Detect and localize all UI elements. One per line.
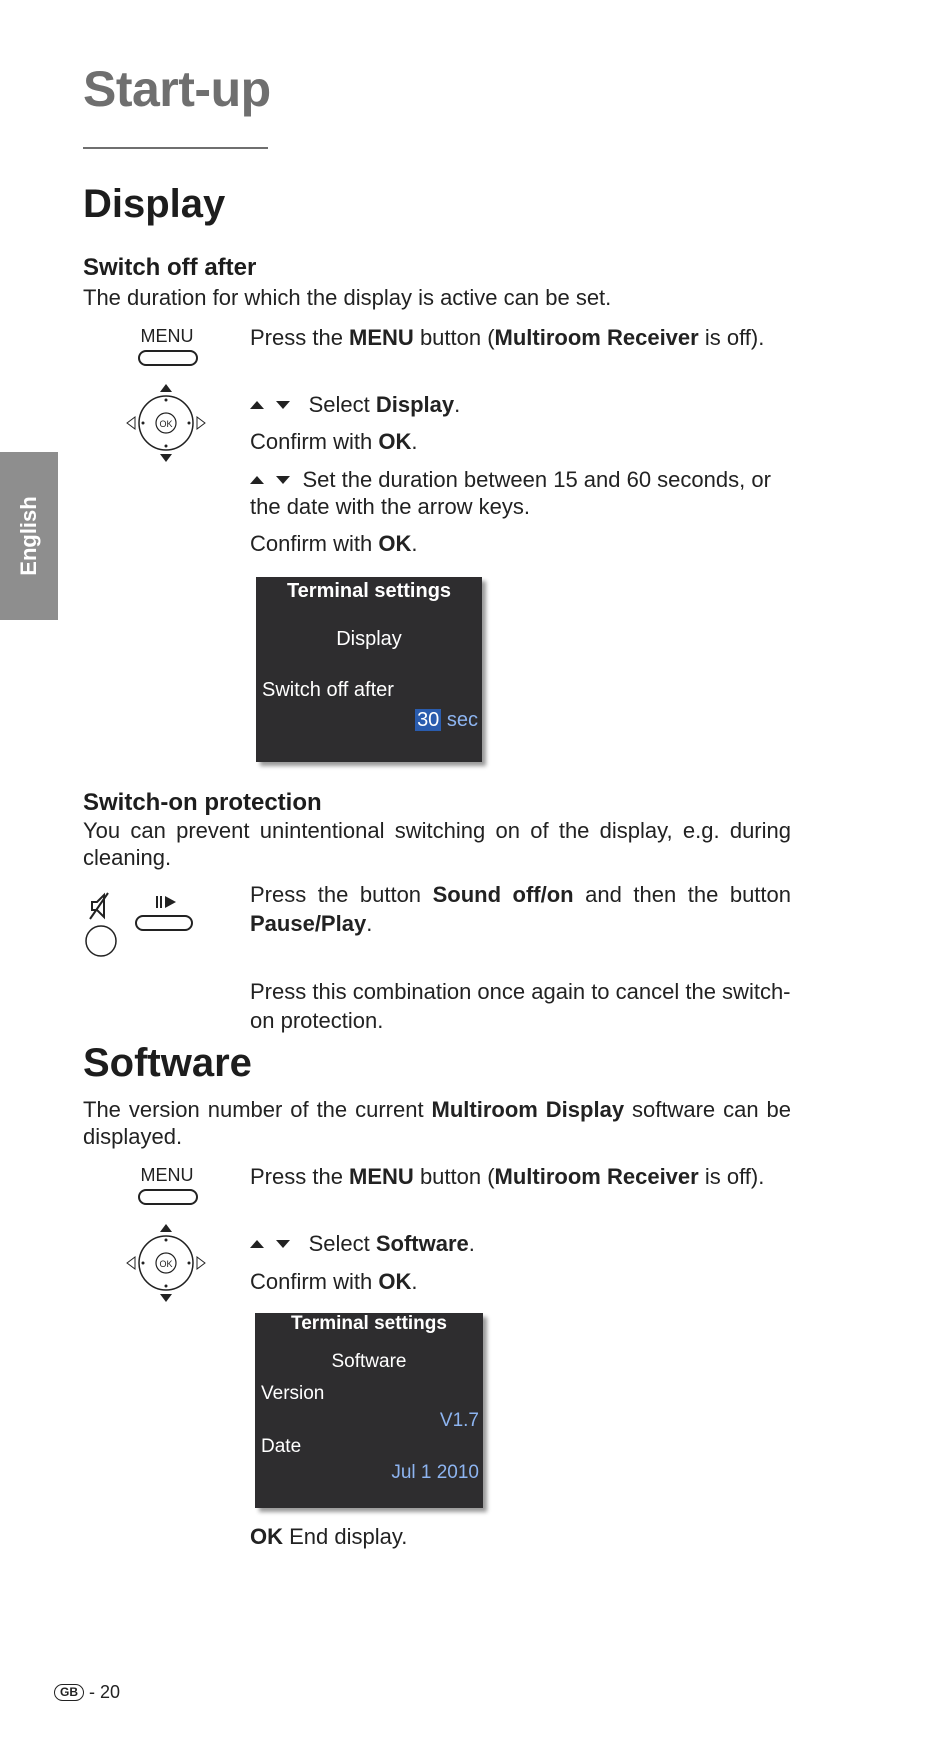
switch-off-step-select: Select Display.	[250, 391, 790, 418]
pause-play-icon	[134, 893, 196, 935]
country-badge: GB	[54, 1684, 84, 1701]
arrow-up-icon	[250, 401, 264, 409]
software-heading: Software	[83, 1041, 252, 1085]
screen-date-value: Jul 1 2010	[391, 1462, 479, 1483]
software-step-select: Select Software.	[250, 1230, 790, 1257]
screen-value-highlight: 30	[417, 709, 440, 731]
dpad-ok-icon	[124, 1220, 208, 1306]
screen-version-label: Version	[261, 1383, 325, 1404]
screen-version-value: V1.7	[439, 1410, 479, 1431]
menu-button-icon	[136, 326, 198, 368]
arrow-up-icon	[250, 476, 264, 484]
software-screen	[255, 1313, 483, 1508]
language-tab	[0, 452, 58, 620]
mute-icon	[82, 890, 122, 958]
switch-off-intro: The duration for which the display is active can be set.	[83, 285, 612, 310]
svg-text:OK: OK	[159, 1259, 173, 1269]
switch-off-step-confirm1: Confirm with OK.	[250, 429, 418, 454]
title-rule	[83, 147, 268, 149]
page-number: - 20	[89, 1682, 121, 1702]
screen-value-unit: sec	[446, 709, 478, 731]
page-title: Start-up	[83, 61, 271, 117]
screen-value	[415, 709, 478, 732]
protection-intro: You can prevent unintentional switching on of the display, e.g. during cleaning.	[83, 818, 791, 870]
switch-off-step-menu: Press the MENU button (Multiroom Receiver is off).	[250, 325, 765, 350]
screen-subtitle: Software	[331, 1351, 407, 1372]
software-step-menu: Press the MENU button (Multiroom Receiver is off).	[250, 1164, 765, 1189]
dpad-ok-icon	[124, 380, 208, 466]
protection-step-press: Press the button Sound off/on and then the button Pause/Play.	[250, 882, 792, 936]
display-heading: Display	[83, 182, 226, 226]
software-step-end: OK End display.	[250, 1524, 408, 1549]
screen-subtitle: Display	[336, 628, 402, 650]
software-intro: The version number of the current Multiroom Display software can be displayed.	[83, 1097, 791, 1149]
arrow-down-icon	[276, 476, 290, 484]
protection-step-cancel: Press this combination once again to cancel the switch-on protection.	[250, 979, 791, 1033]
switch-off-heading: Switch off after	[83, 254, 257, 281]
protection-heading: Switch-on protection	[83, 789, 322, 816]
menu-button-pill	[138, 350, 198, 366]
display-screen	[256, 577, 482, 762]
arrow-down-icon	[276, 401, 290, 409]
screen-title: Terminal settings	[291, 1313, 447, 1334]
page-footer	[54, 1682, 120, 1703]
screen-label: Switch off after	[262, 679, 394, 701]
screen-title: Terminal settings	[286, 580, 452, 602]
arrow-down-icon	[276, 1240, 290, 1248]
language-tab-label: English	[16, 496, 41, 576]
switch-off-step-confirm2: Confirm with OK.	[250, 531, 418, 556]
switch-off-step-duration: Set the duration between 15 and 60 seconds, or the date with the arrow keys.	[250, 467, 771, 519]
software-step-confirm: Confirm with OK.	[250, 1269, 418, 1294]
arrow-up-icon	[250, 1240, 264, 1248]
menu-button-pill	[138, 1189, 198, 1205]
menu-button-icon	[136, 1165, 198, 1207]
svg-text:OK: OK	[159, 419, 173, 429]
menu-button-label: MENU	[140, 1165, 194, 1185]
screen-date-label: Date	[261, 1436, 302, 1457]
menu-button-label: MENU	[140, 326, 194, 346]
